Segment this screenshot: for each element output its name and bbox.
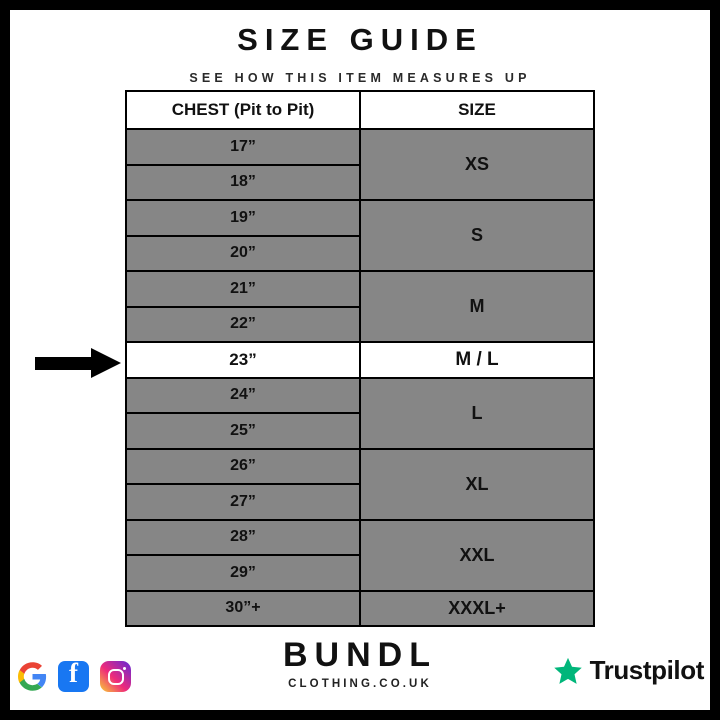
size-value: M bbox=[360, 271, 594, 342]
size-value: L bbox=[360, 378, 594, 449]
chest-value: 24” bbox=[126, 378, 360, 414]
chest-value: 29” bbox=[126, 555, 360, 591]
chest-value: 28” bbox=[126, 520, 360, 556]
chest-value: 26” bbox=[126, 449, 360, 485]
page-subtitle: SEE HOW THIS ITEM MEASURES UP bbox=[189, 71, 531, 85]
table-row bbox=[126, 271, 594, 307]
instagram-icon[interactable] bbox=[100, 661, 131, 692]
facebook-icon[interactable] bbox=[58, 661, 89, 692]
table-row bbox=[126, 200, 594, 236]
chest-value: 20” bbox=[126, 236, 360, 272]
arrow-pointer-icon bbox=[35, 348, 123, 378]
brand-website: CLOTHING.CO.UK bbox=[288, 678, 432, 690]
chest-value-selected: 23” bbox=[126, 342, 360, 378]
table-row bbox=[126, 520, 594, 556]
column-header-chest: CHEST (Pit to Pit) bbox=[126, 91, 360, 129]
column-header-size: SIZE bbox=[360, 91, 594, 129]
size-value-selected: M / L bbox=[360, 342, 594, 378]
chest-value: 22” bbox=[126, 307, 360, 343]
trustpilot-star-icon bbox=[553, 656, 583, 686]
table-row bbox=[126, 449, 594, 485]
chest-value: 21” bbox=[126, 271, 360, 307]
size-value: XXL bbox=[360, 520, 594, 591]
instagram-ring bbox=[108, 669, 124, 685]
brand-name: BUNDL bbox=[283, 636, 437, 674]
size-value: XL bbox=[360, 449, 594, 520]
chest-value: 25” bbox=[126, 413, 360, 449]
footer bbox=[10, 632, 710, 702]
arrow-head bbox=[91, 348, 121, 378]
chest-value: 19” bbox=[126, 200, 360, 236]
table-row-highlighted bbox=[126, 342, 594, 378]
chest-value: 30”+ bbox=[126, 591, 360, 627]
google-icon[interactable] bbox=[18, 662, 47, 691]
size-value: XS bbox=[360, 129, 594, 200]
brand-logo bbox=[283, 638, 437, 690]
instagram-dot bbox=[123, 667, 126, 670]
size-guide-sheet bbox=[10, 10, 710, 710]
trustpilot-label: Trustpilot bbox=[589, 655, 704, 685]
chest-value: 18” bbox=[126, 165, 360, 201]
social-icons bbox=[18, 661, 131, 692]
chest-value: 27” bbox=[126, 484, 360, 520]
table-row bbox=[126, 378, 594, 414]
page-title: SIZE GUIDE bbox=[237, 22, 483, 57]
table-row bbox=[126, 129, 594, 165]
table-row bbox=[126, 591, 594, 627]
chest-value: 17” bbox=[126, 129, 360, 165]
trustpilot-badge[interactable] bbox=[553, 655, 704, 686]
size-value: XXXL+ bbox=[360, 591, 594, 627]
arrow-shaft bbox=[35, 357, 93, 370]
table-header-row bbox=[126, 91, 594, 129]
size-table bbox=[125, 90, 595, 627]
size-table-wrapper bbox=[125, 90, 595, 627]
size-value: S bbox=[360, 200, 594, 271]
